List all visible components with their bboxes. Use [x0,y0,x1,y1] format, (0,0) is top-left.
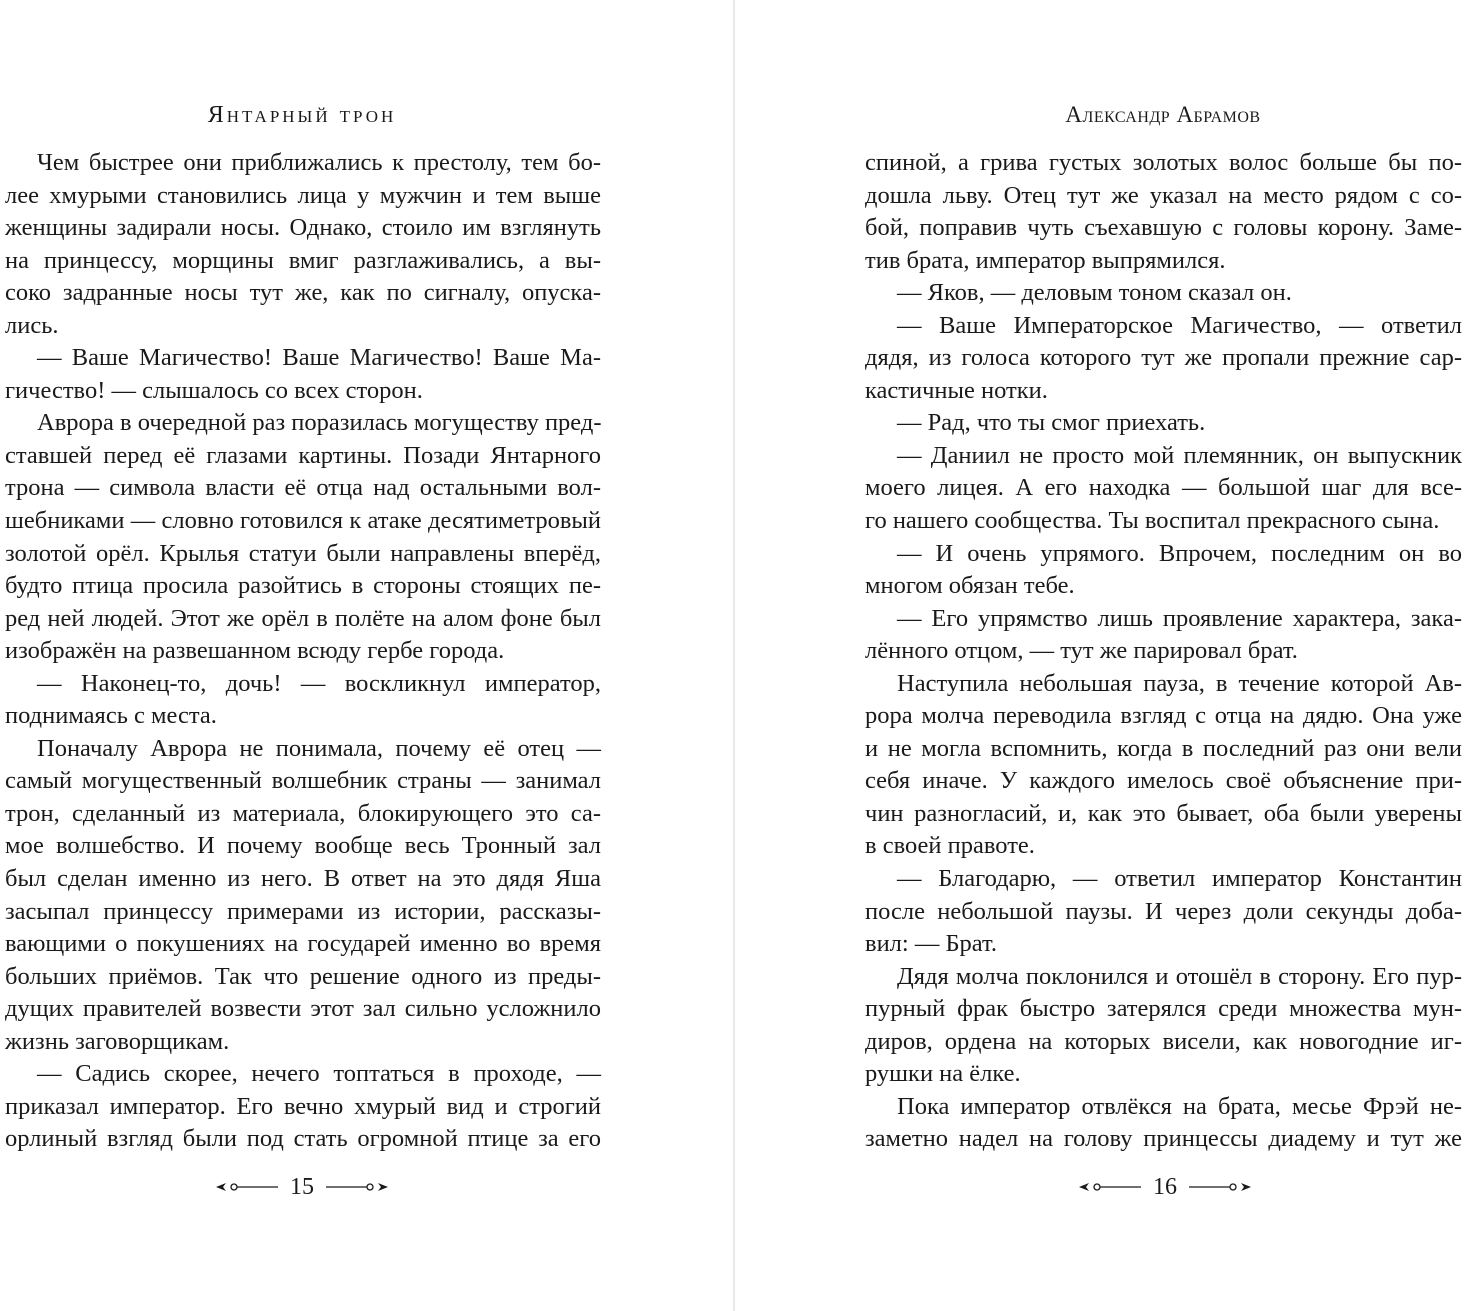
text-line: чин разногласий, и, как это бывает, оба были уверены [865,799,1462,827]
running-head-author: Александр Абрамов [1065,102,1261,127]
text-line: кастичные нотки. [865,376,1048,404]
text-line: го нашего сообщества. Ты воспитал прекрасного сына. [865,507,1440,535]
text-line: себя иначе. У каждого имелось своё объяснение при- [865,767,1462,795]
text-line: диров, ордена на которых висели, как новогодние иг- [865,1027,1462,1055]
text-line: мое волшебство. И почему вообще весь Тронный зал [5,832,601,860]
right-page-folio [1060,1170,1270,1204]
text-line: после небольшой паузы. И через доли секунды доба- [865,897,1462,925]
text-line: жизнь заговорщикам. [5,1027,230,1055]
text-line: поднимаясь с места. [5,702,217,730]
right-page [735,0,1474,1311]
left-ornament-icon [1077,1180,1143,1194]
text-line: Дядя молча поклонился и отошёл в сторону. Его пур- [897,962,1462,990]
text-line: будто птица просила разойтись в стороны стоящих пе- [5,572,601,600]
left-page-text [5,147,601,1156]
page-number: 16 [1153,1173,1177,1200]
left-page-folio [200,1170,404,1204]
page-number: 15 [290,1173,314,1200]
text-line: Чем быстрее они приближались к престолу, тем бо- [37,149,601,176]
text-line: Пока император отвлёкся на брата, месье Фрэй не- [897,1092,1462,1120]
text-line: лённого отцом, — тут же парировал брат. [865,637,1298,665]
text-line: орлиный взгляд были под стать огромной птице за его [5,1125,601,1153]
text-line: соко задранные носы тут же, как по сигналу, опуска- [5,279,601,307]
text-line: дядя, из голоса которого тут же пропали прежние сар- [865,344,1462,372]
text-line: — Рад, что ты смог приехать. [897,409,1206,437]
text-line: — Наконец-то, дочь! — воскликнул император, [37,669,601,697]
running-head-title: Янтарный трон [207,102,397,128]
text-line: ред ней людей. Этот же орёл в полёте на алом фоне был [5,604,601,632]
text-line: шебниками — словно готовился к атаке десятиметровый [5,507,601,535]
text-line: на принцессу, морщины вмиг разглаживались, а вы- [5,246,601,274]
text-line: в своей правоте. [865,832,1035,860]
text-line: моего лицея. А его находка — большой шаг для все- [865,474,1462,502]
right-page-text [865,147,1462,1156]
text-line: — Садись скорее, нечего топтаться в проходе, — [37,1060,601,1088]
text-line: — Благодарю, — ответил император Константин [897,865,1462,893]
left-ornament-icon [214,1180,280,1194]
text-line: засыпал принцессу примерами из истории, рассказы- [5,897,601,925]
text-line: изображён на развешанном всюду гербе города. [5,637,505,665]
text-line: дошла льву. Отец тут же указал на место рядом с со- [865,181,1462,209]
text-line: многом обязан тебе. [865,572,1075,600]
text-line: лись. [5,311,59,339]
text-line: ставшей перед её глазами картины. Позади Янтарного [5,441,601,469]
text-line: самый могущественный волшебник страны — занимал [5,767,601,795]
text-line: лее хмурыми становились лица у мужчин и тем выше [5,181,601,209]
text-line: пурный фрак быстро затерялся среди множества мун- [865,995,1462,1023]
text-line: Наступила небольшая пауза, в течение которой Ав- [897,669,1462,697]
text-line: вил: — Брат. [865,930,998,958]
text-line: бой, поправив чуть съехавшую с головы корону. Заме- [865,214,1462,242]
text-line: тив брата, император выпрямился. [865,246,1226,274]
text-line: — Его упрямство лишь проявление характера, зака- [897,604,1462,632]
text-line: гичество! — слышалось со всех сторон. [5,376,423,404]
text-line: дущих правителей возвести этот зал сильно усложнило [5,995,601,1023]
text-line: — И очень упрямого. Впрочем, последним он во [897,539,1462,567]
right-ornament-icon [324,1180,390,1194]
text-line: больших приёмов. Так что решение одного из преды- [5,962,601,990]
text-line: женщины задирали носы. Однако, стоило им взглянуть [5,214,601,242]
right-ornament-icon [1187,1180,1253,1194]
text-line: вающими о покушениях на государей именно во время [5,930,601,958]
text-line: — Ваше Магичество! Ваше Магичество! Ваше Ма- [37,344,601,372]
text-line: и не могла вспомнить, когда в последний раз они вели [865,734,1462,762]
left-page [0,0,733,1311]
text-line: приказал император. Его вечно хмурый вид и строгий [5,1092,601,1120]
text-line: спиной, а грива густых золотых волос больше бы по- [865,149,1462,176]
text-line: Аврора в очередной раз поразилась могуществу пред- [37,409,602,437]
text-line: рушки на ёлке. [865,1060,1021,1088]
text-line: Поначалу Аврора не понимала, почему её отец — [37,734,601,762]
text-line: — Ваше Императорское Магичество, — ответил [897,311,1462,339]
text-line: трона — символа власти её отца над остальными вол- [5,474,601,502]
text-line: золотой орёл. Крылья статуи были направлены вперёд, [5,539,601,567]
text-line: — Даниил не просто мой племянник, он выпускник [897,441,1462,469]
text-line: был сделан именно из него. В ответ на это дядя Яша [5,865,601,893]
text-line: рора молча переводила взгляд с отца на дядю. Она уже [865,702,1462,730]
text-line: заметно надел на голову принцессы диадему и тут же [865,1125,1462,1153]
text-line: трон, сделанный из материала, блокирующего это са- [5,799,601,827]
text-line: — Яков, — деловым тоном сказал он. [897,279,1292,307]
